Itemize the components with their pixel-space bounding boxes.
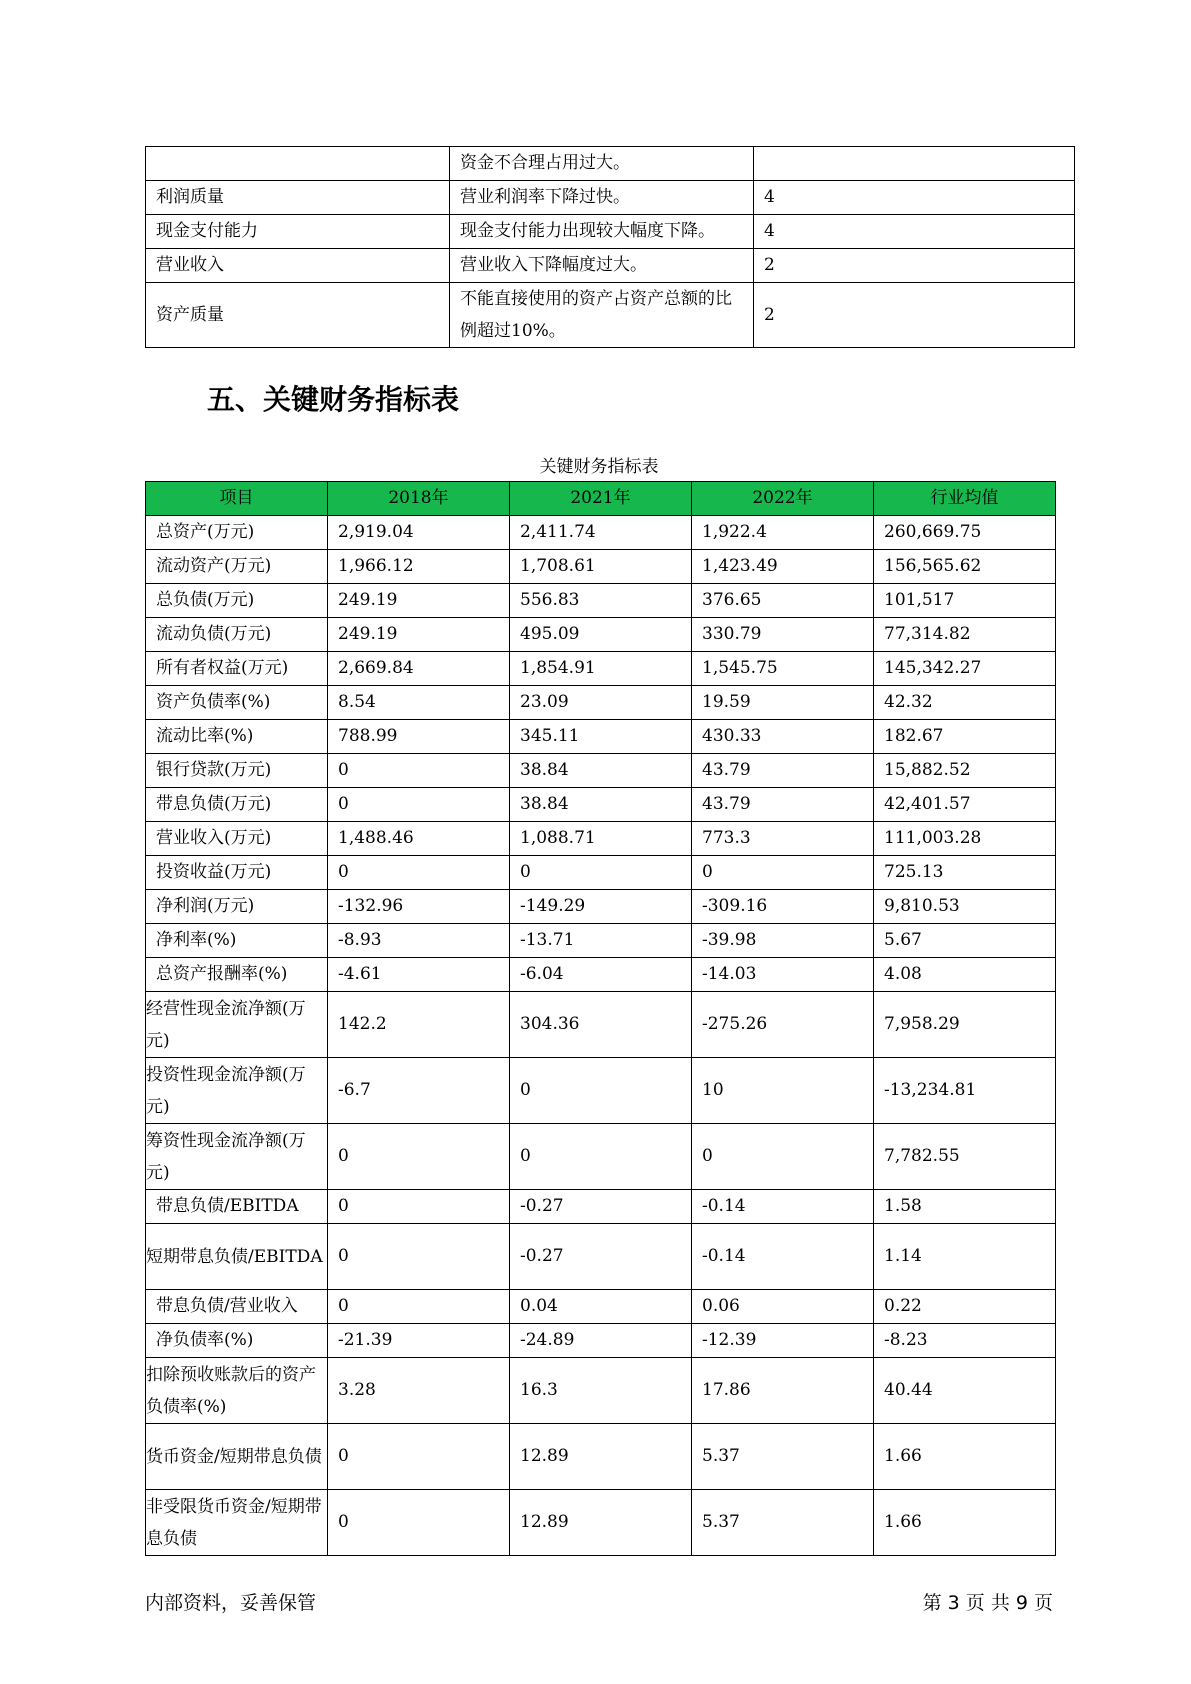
risk-item-cell: 资产质量 <box>146 283 450 348</box>
risk-score-cell <box>754 147 1075 181</box>
metric-value-cell: 249.19 <box>328 584 510 618</box>
key-financial-metrics-table <box>145 481 1056 1556</box>
metric-value-cell: 788.99 <box>328 720 510 754</box>
metric-value-cell: -6.7 <box>328 1058 510 1124</box>
column-header: 2021年 <box>510 482 692 516</box>
metric-value-cell: 1,922.4 <box>692 516 874 550</box>
metric-value-cell: 16.3 <box>510 1358 692 1424</box>
metric-label-cell: 营业收入(万元) <box>146 822 328 856</box>
metric-value-cell: 9,810.53 <box>874 890 1056 924</box>
table-row <box>146 822 1056 856</box>
risk-factor-table <box>145 146 1075 348</box>
metric-label-cell: 非受限货币资金/短期带息负债 <box>146 1490 328 1556</box>
metric-value-cell: 1,545.75 <box>692 652 874 686</box>
metric-value-cell: -275.26 <box>692 992 874 1058</box>
metric-value-cell: 0 <box>328 1224 510 1290</box>
footer-page-number: 第 3 页 共 9 页 <box>922 1592 1053 1614</box>
metric-value-cell: 1,854.91 <box>510 652 692 686</box>
risk-item-cell: 利润质量 <box>146 181 450 215</box>
table-row <box>146 958 1056 992</box>
metric-value-cell: 23.09 <box>510 686 692 720</box>
metric-value-cell: 330.79 <box>692 618 874 652</box>
metric-value-cell: 38.84 <box>510 754 692 788</box>
metric-value-cell: 111,003.28 <box>874 822 1056 856</box>
metric-value-cell: 495.09 <box>510 618 692 652</box>
metric-value-cell: -0.27 <box>510 1224 692 1290</box>
column-header: 2018年 <box>328 482 510 516</box>
metric-value-cell: 2,669.84 <box>328 652 510 686</box>
metric-value-cell: 0 <box>510 856 692 890</box>
metric-value-cell: 7,958.29 <box>874 992 1056 1058</box>
metric-value-cell: -13.71 <box>510 924 692 958</box>
metric-value-cell: 12.89 <box>510 1424 692 1490</box>
metric-value-cell: -39.98 <box>692 924 874 958</box>
table-caption: 关键财务指标表 <box>539 457 659 477</box>
metric-value-cell: 0 <box>692 1124 874 1190</box>
metric-value-cell: 0.06 <box>692 1290 874 1324</box>
table-row <box>146 249 1075 283</box>
table-row <box>146 1358 1056 1424</box>
metric-label-cell: 带息负债/营业收入 <box>146 1290 328 1324</box>
metric-value-cell: 42.32 <box>874 686 1056 720</box>
metric-value-cell: -132.96 <box>328 890 510 924</box>
metric-label-cell: 带息负债/EBITDA <box>146 1190 328 1224</box>
metric-value-cell: -13,234.81 <box>874 1058 1056 1124</box>
metric-value-cell: 1.58 <box>874 1190 1056 1224</box>
metric-label-cell: 总资产(万元) <box>146 516 328 550</box>
metric-value-cell: 0 <box>328 856 510 890</box>
table-row <box>146 652 1056 686</box>
metric-value-cell: 773.3 <box>692 822 874 856</box>
metric-label-cell: 流动资产(万元) <box>146 550 328 584</box>
table-row <box>146 992 1056 1058</box>
metric-value-cell: 3.28 <box>328 1358 510 1424</box>
risk-description-cell: 不能直接使用的资产占资产总额的比例超过10%。 <box>450 283 754 348</box>
metric-value-cell: 556.83 <box>510 584 692 618</box>
metric-value-cell: -0.14 <box>692 1190 874 1224</box>
risk-item-cell: 营业收入 <box>146 249 450 283</box>
metric-value-cell: 1,966.12 <box>328 550 510 584</box>
metric-label-cell: 短期带息负债/EBITDA <box>146 1224 328 1290</box>
metric-value-cell: 1.66 <box>874 1424 1056 1490</box>
metric-value-cell: 725.13 <box>874 856 1056 890</box>
metric-value-cell: -8.93 <box>328 924 510 958</box>
table-row <box>146 147 1075 181</box>
section-heading: 五、关键财务指标表 <box>207 383 460 416</box>
table-row <box>146 856 1056 890</box>
metric-value-cell: 38.84 <box>510 788 692 822</box>
risk-description-cell: 营业利润率下降过快。 <box>450 181 754 215</box>
risk-description-cell: 营业收入下降幅度过大。 <box>450 249 754 283</box>
metric-value-cell: 7,782.55 <box>874 1124 1056 1190</box>
metric-value-cell: -6.04 <box>510 958 692 992</box>
metric-label-cell: 净负债率(%) <box>146 1324 328 1358</box>
metric-label-cell: 流动比率(%) <box>146 720 328 754</box>
metric-value-cell: 1,488.46 <box>328 822 510 856</box>
table-row <box>146 516 1056 550</box>
metric-value-cell: -12.39 <box>692 1324 874 1358</box>
table-row <box>146 788 1056 822</box>
table-row <box>146 1424 1056 1490</box>
risk-score-cell: 4 <box>754 181 1075 215</box>
risk-item-cell <box>146 147 450 181</box>
metric-label-cell: 经营性现金流净额(万元) <box>146 992 328 1058</box>
column-header: 项目 <box>146 482 328 516</box>
risk-description-cell: 现金支付能力出现较大幅度下降。 <box>450 215 754 249</box>
metric-value-cell: 260,669.75 <box>874 516 1056 550</box>
table-row <box>146 181 1075 215</box>
metric-value-cell: -21.39 <box>328 1324 510 1358</box>
risk-score-cell: 2 <box>754 249 1075 283</box>
metric-value-cell: 43.79 <box>692 788 874 822</box>
risk-score-cell: 2 <box>754 283 1075 348</box>
table-row <box>146 1490 1056 1556</box>
metric-value-cell: 1,708.61 <box>510 550 692 584</box>
metric-value-cell: -0.14 <box>692 1224 874 1290</box>
metric-label-cell: 流动负债(万元) <box>146 618 328 652</box>
metric-label-cell: 净利率(%) <box>146 924 328 958</box>
metric-value-cell: 156,565.62 <box>874 550 1056 584</box>
metric-value-cell: -0.27 <box>510 1190 692 1224</box>
table-row <box>146 890 1056 924</box>
metric-value-cell: 0 <box>328 1124 510 1190</box>
table-row <box>146 1124 1056 1190</box>
metric-value-cell: 0 <box>692 856 874 890</box>
metric-value-cell: 145,342.27 <box>874 652 1056 686</box>
metric-value-cell: 5.67 <box>874 924 1056 958</box>
metric-value-cell: 0.04 <box>510 1290 692 1324</box>
metric-value-cell: 17.86 <box>692 1358 874 1424</box>
metric-label-cell: 所有者权益(万元) <box>146 652 328 686</box>
metric-value-cell: 0 <box>328 1424 510 1490</box>
metric-value-cell: 0 <box>328 1290 510 1324</box>
footer-confidential-note: 内部资料，妥善保管 <box>145 1592 317 1614</box>
metric-label-cell: 银行贷款(万元) <box>146 754 328 788</box>
risk-item-cell: 现金支付能力 <box>146 215 450 249</box>
metric-label-cell: 投资收益(万元) <box>146 856 328 890</box>
metric-label-cell: 筹资性现金流净额(万元) <box>146 1124 328 1190</box>
table-row <box>146 1224 1056 1290</box>
table-row <box>146 283 1075 348</box>
table-row <box>146 550 1056 584</box>
metric-label-cell: 净利润(万元) <box>146 890 328 924</box>
metric-value-cell: 142.2 <box>328 992 510 1058</box>
metric-value-cell: 19.59 <box>692 686 874 720</box>
metric-value-cell: 0 <box>328 1490 510 1556</box>
metric-value-cell: 182.67 <box>874 720 1056 754</box>
metric-value-cell: 8.54 <box>328 686 510 720</box>
metric-value-cell: -24.89 <box>510 1324 692 1358</box>
metric-value-cell: 77,314.82 <box>874 618 1056 652</box>
metric-value-cell: 0 <box>328 1190 510 1224</box>
metric-label-cell: 资产负债率(%) <box>146 686 328 720</box>
metric-value-cell: 15,882.52 <box>874 754 1056 788</box>
metric-value-cell: 40.44 <box>874 1358 1056 1424</box>
metric-value-cell: 2,919.04 <box>328 516 510 550</box>
metric-value-cell: 43.79 <box>692 754 874 788</box>
table-row <box>146 754 1056 788</box>
table-row <box>146 618 1056 652</box>
metric-value-cell: -149.29 <box>510 890 692 924</box>
metric-value-cell: 1.14 <box>874 1224 1056 1290</box>
metric-value-cell: -4.61 <box>328 958 510 992</box>
metric-value-cell: 42,401.57 <box>874 788 1056 822</box>
metric-value-cell: -309.16 <box>692 890 874 924</box>
table-row <box>146 1058 1056 1124</box>
table-row <box>146 720 1056 754</box>
metric-value-cell: 5.37 <box>692 1424 874 1490</box>
metric-value-cell: 0.22 <box>874 1290 1056 1324</box>
column-header: 行业均值 <box>874 482 1056 516</box>
column-header: 2022年 <box>692 482 874 516</box>
table-row <box>146 215 1075 249</box>
metric-label-cell: 投资性现金流净额(万元) <box>146 1058 328 1124</box>
metric-label-cell: 货币资金/短期带息负债 <box>146 1424 328 1490</box>
metric-value-cell: 0 <box>510 1058 692 1124</box>
metric-value-cell: 249.19 <box>328 618 510 652</box>
metric-value-cell: 304.36 <box>510 992 692 1058</box>
table-row <box>146 1290 1056 1324</box>
metric-value-cell: 1.66 <box>874 1490 1056 1556</box>
metric-value-cell: -8.23 <box>874 1324 1056 1358</box>
metric-value-cell: 5.37 <box>692 1490 874 1556</box>
risk-score-cell: 4 <box>754 215 1075 249</box>
metric-label-cell: 带息负债(万元) <box>146 788 328 822</box>
metric-label-cell: 扣除预收账款后的资产负债率(%) <box>146 1358 328 1424</box>
metric-value-cell: 101,517 <box>874 584 1056 618</box>
table-header-row <box>146 482 1056 516</box>
metric-value-cell: 0 <box>328 788 510 822</box>
metric-value-cell: 430.33 <box>692 720 874 754</box>
metric-value-cell: 376.65 <box>692 584 874 618</box>
metric-value-cell: 1,423.49 <box>692 550 874 584</box>
table-row <box>146 1324 1056 1358</box>
table-row <box>146 584 1056 618</box>
metric-label-cell: 总负债(万元) <box>146 584 328 618</box>
risk-description-cell: 资金不合理占用过大。 <box>450 147 754 181</box>
metric-value-cell: -14.03 <box>692 958 874 992</box>
table-row <box>146 686 1056 720</box>
metric-label-cell: 总资产报酬率(%) <box>146 958 328 992</box>
table-row <box>146 924 1056 958</box>
metric-value-cell: 345.11 <box>510 720 692 754</box>
metric-value-cell: 0 <box>328 754 510 788</box>
metric-value-cell: 12.89 <box>510 1490 692 1556</box>
metric-value-cell: 2,411.74 <box>510 516 692 550</box>
metric-value-cell: 1,088.71 <box>510 822 692 856</box>
metric-value-cell: 4.08 <box>874 958 1056 992</box>
metric-value-cell: 10 <box>692 1058 874 1124</box>
metric-value-cell: 0 <box>510 1124 692 1190</box>
table-row <box>146 1190 1056 1224</box>
